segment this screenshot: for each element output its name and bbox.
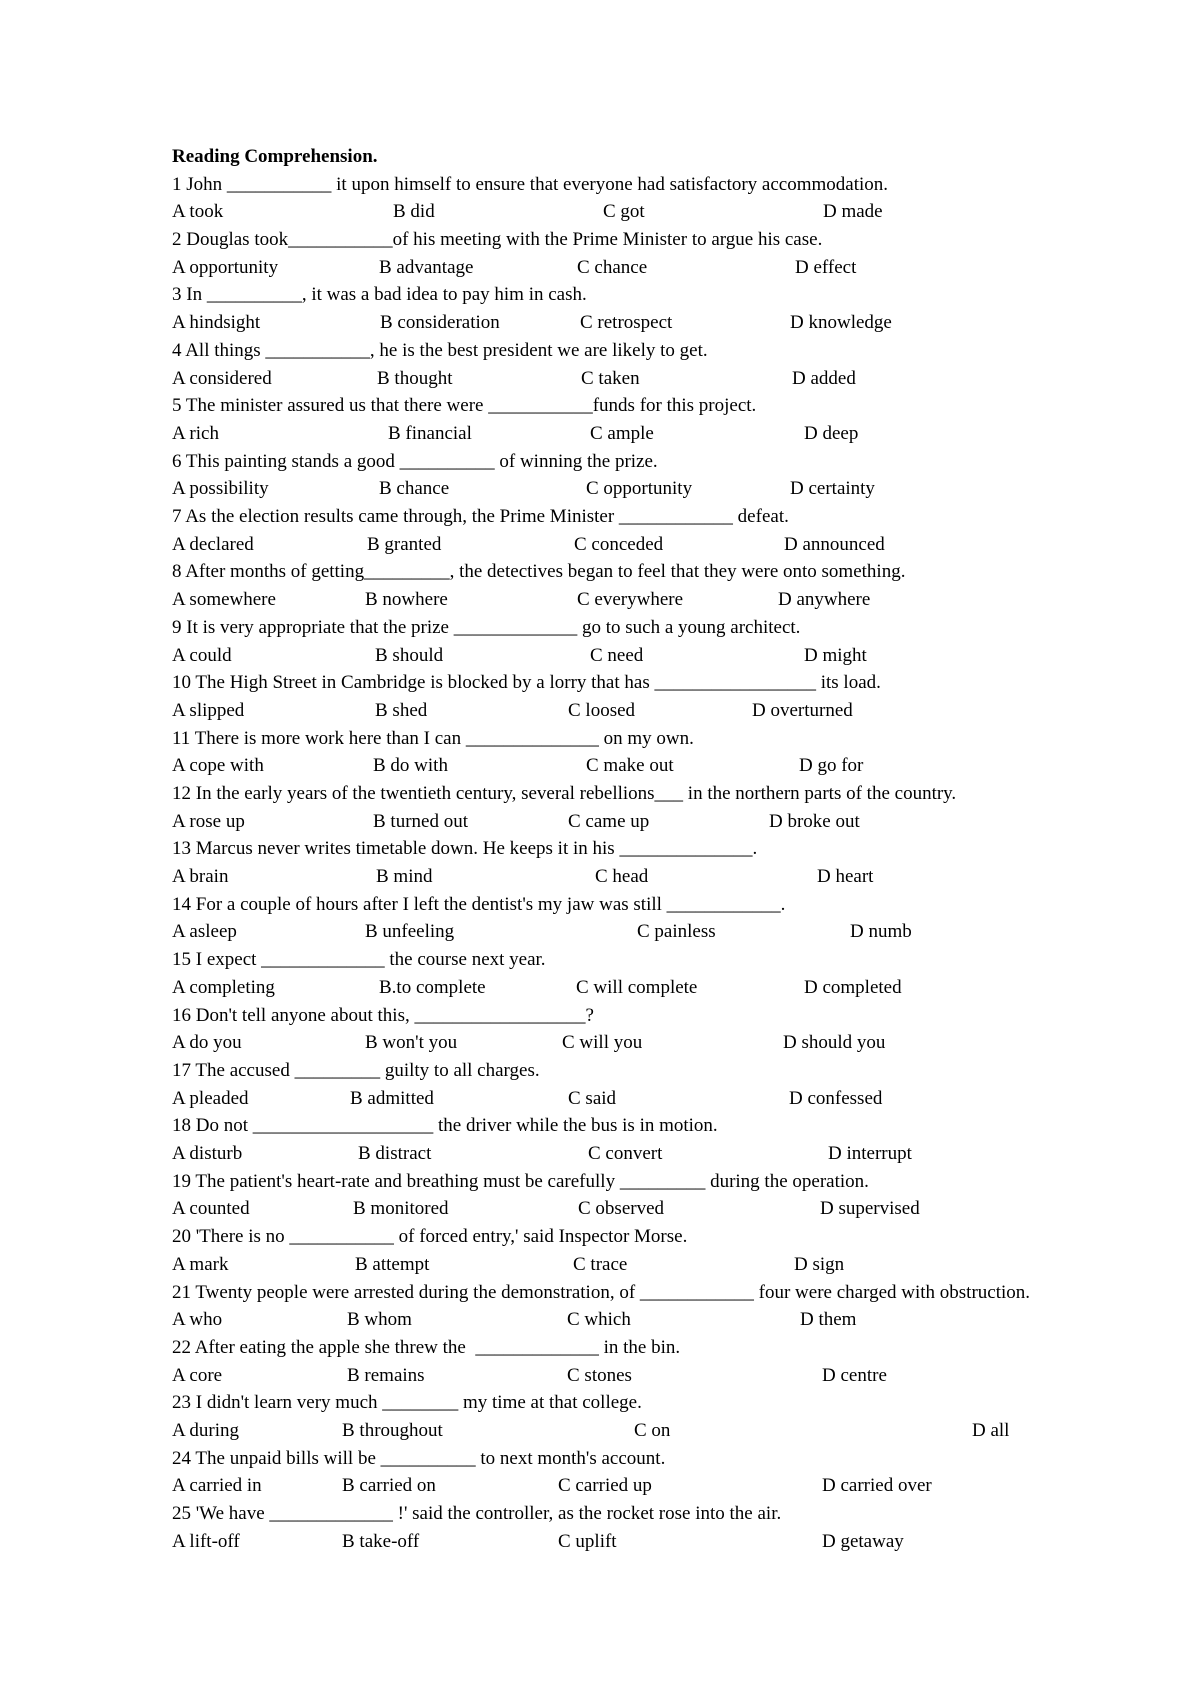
option-b: B chance (379, 478, 450, 500)
option-c: C stones (567, 1364, 632, 1386)
option-b: B won't you (365, 1032, 458, 1054)
option-a: A considered (172, 367, 272, 389)
option-c: C uplift (558, 1530, 617, 1552)
answer-options (172, 254, 1132, 282)
option-a: A counted (172, 1198, 250, 1220)
option-b: B attempt (355, 1253, 430, 1275)
option-d: D effect (795, 256, 857, 278)
option-d: D certainty (790, 478, 875, 500)
option-c: C need (590, 644, 644, 666)
option-d: D made (823, 201, 883, 223)
option-a: A carried in (172, 1475, 262, 1497)
option-d: D confessed (789, 1087, 883, 1109)
option-c: C retrospect (580, 312, 673, 334)
question-text: 2 Douglas took___________of his meeting with the Prime Minister to argue his case. (172, 229, 823, 251)
option-c: C chance (577, 256, 648, 278)
option-b: B shed (375, 699, 428, 721)
option-d: D interrupt (828, 1143, 912, 1165)
option-c: C said (568, 1087, 617, 1109)
answer-options (172, 752, 1132, 780)
option-d: D sign (794, 1253, 845, 1275)
page-title: Reading Comprehension. (172, 146, 378, 167)
answer-options (172, 1029, 1132, 1057)
question-text: 14 For a couple of hours after I left the dentist's my jaw was still ____________. (172, 893, 786, 915)
answer-options (172, 697, 1132, 725)
answer-options (172, 1417, 1132, 1445)
answer-options (172, 918, 1132, 946)
option-a: A do you (172, 1032, 242, 1054)
answer-options (172, 475, 1132, 503)
answer-options (172, 808, 1132, 836)
option-d: D overturned (752, 699, 853, 721)
option-d: D numb (850, 921, 912, 943)
question-text: 4 All things ___________, he is the best president we are likely to get. (172, 339, 708, 361)
answer-options (172, 1195, 1132, 1223)
question-text: 3 In __________, it was a bad idea to pay him in cash. (172, 284, 587, 306)
option-b: B should (375, 644, 444, 666)
option-b: B do with (373, 755, 448, 777)
option-d: D heart (817, 866, 874, 888)
option-b: B consideration (380, 312, 500, 334)
answer-options (172, 863, 1132, 891)
option-b: B distract (358, 1143, 432, 1165)
option-d: D them (800, 1309, 857, 1331)
option-a: A pleaded (172, 1087, 249, 1109)
option-a: A could (172, 644, 232, 666)
option-a: A took (172, 201, 224, 223)
answer-options (172, 1251, 1132, 1279)
option-a: A completing (172, 976, 275, 998)
option-c: C convert (588, 1143, 663, 1165)
option-d: D all (972, 1419, 1010, 1441)
exercise-body (172, 143, 1132, 1555)
question-text: 11 There is more work here than I can ______________ on my own. (172, 727, 694, 749)
option-a: A rich (172, 422, 219, 444)
option-d: D carried over (822, 1475, 932, 1497)
option-d: D knowledge (790, 312, 892, 334)
option-a: A asleep (172, 921, 237, 943)
option-b: B monitored (353, 1198, 449, 1220)
question-text: 20 'There is no ___________ of forced entry,' said Inspector Morse. (172, 1226, 688, 1248)
question-text: 25 'We have _____________ !' said the controller, as the rocket rose into the air. (172, 1503, 782, 1525)
option-c: C observed (578, 1198, 665, 1220)
option-d: D might (804, 644, 867, 666)
question-text: 9 It is very appropriate that the prize _____________ go to such a young architect. (172, 616, 801, 638)
answer-options (172, 420, 1132, 448)
question-text: 19 The patient's heart-rate and breathing must be carefully _________ during the operation. (172, 1170, 869, 1192)
answer-options (172, 586, 1132, 614)
option-a: A rose up (172, 810, 245, 832)
option-a: A lift-off (172, 1530, 240, 1552)
question-text: 1 John ___________ it upon himself to ensure that everyone had satisfactory accommodation. (172, 173, 889, 195)
option-d: D anywhere (778, 589, 871, 611)
option-d: D added (792, 367, 856, 389)
option-c: C trace (573, 1253, 628, 1275)
option-b: B advantage (379, 256, 474, 278)
answer-options (172, 974, 1132, 1002)
question-text: 17 The accused _________ guilty to all charges. (172, 1059, 540, 1081)
option-c: C loosed (568, 699, 636, 721)
question-text: 13 Marcus never writes timetable down. He keeps it in his ______________. (172, 838, 758, 860)
option-c: C which (567, 1309, 631, 1331)
option-b: B nowhere (365, 589, 448, 611)
question-text: 15 I expect _____________ the course next year. (172, 949, 546, 971)
answer-options (172, 365, 1132, 393)
answer-options (172, 198, 1132, 226)
option-b: B throughout (342, 1419, 443, 1441)
option-d: D centre (822, 1364, 887, 1386)
answer-options (172, 1306, 1132, 1334)
option-c: C make out (586, 755, 674, 777)
option-b: B whom (347, 1309, 412, 1331)
option-b: B did (393, 201, 435, 223)
question-text: 8 After months of getting_________, the detectives began to feel that they were onto something. (172, 561, 906, 583)
option-b: B turned out (373, 810, 468, 832)
option-b: B thought (377, 367, 453, 389)
option-a: A slipped (172, 699, 245, 721)
option-a: A brain (172, 866, 229, 888)
option-b: B granted (367, 533, 442, 555)
answer-options (172, 1472, 1132, 1500)
question-text: 23 I didn't learn very much ________ my time at that college. (172, 1392, 642, 1414)
option-d: D deep (804, 422, 859, 444)
question-text: 7 As the election results came through, the Prime Minister ____________ defeat. (172, 506, 789, 528)
option-b: B admitted (350, 1087, 434, 1109)
question-text: 12 In the early years of the twentieth century, several rebellions___ in the northern parts of the country. (172, 782, 957, 804)
option-a: A disturb (172, 1143, 243, 1165)
option-a: A declared (172, 533, 254, 555)
option-b: B carried on (342, 1475, 436, 1497)
option-c: C head (595, 866, 649, 888)
answer-options (172, 1362, 1132, 1390)
question-text: 21 Twenty people were arrested during the demonstration, of ____________ four were charged with obstruction. (172, 1281, 1031, 1303)
option-c: C will complete (576, 976, 698, 998)
answer-options (172, 642, 1132, 670)
option-c: C conceded (574, 533, 664, 555)
question-text: 18 Do not ___________________ the driver while the bus is in motion. (172, 1115, 718, 1137)
question-text: 22 After eating the apple she threw the _____________ in the bin. (172, 1336, 681, 1358)
option-c: C taken (581, 367, 640, 389)
option-d: D broke out (769, 810, 860, 832)
option-c: C came up (568, 810, 650, 832)
question-text: 5 The minister assured us that there were ___________funds for this project. (172, 395, 757, 417)
answer-options (172, 309, 1132, 337)
question-text: 10 The High Street in Cambridge is blocked by a lorry that has _________________ its load. (172, 672, 881, 694)
option-d: D go for (799, 755, 864, 777)
answer-options (172, 1528, 1132, 1556)
option-c: C carried up (558, 1475, 652, 1497)
question-text: 24 The unpaid bills will be __________ to next month's account. (172, 1447, 666, 1469)
option-b: B mind (376, 866, 433, 888)
question-text: 16 Don't tell anyone about this, __________________? (172, 1004, 594, 1026)
option-c: C will you (562, 1032, 643, 1054)
option-d: D supervised (820, 1198, 920, 1220)
question-text: 6 This painting stands a good __________ of winning the prize. (172, 450, 658, 472)
option-a: A who (172, 1309, 223, 1331)
option-a: A opportunity (172, 256, 279, 278)
option-a: A during (172, 1419, 240, 1441)
option-d: D announced (784, 533, 885, 555)
option-d: D getaway (822, 1530, 904, 1552)
option-b: B take-off (342, 1530, 420, 1552)
option-c: C on (634, 1419, 671, 1441)
option-c: C got (603, 201, 645, 223)
option-d: D completed (804, 976, 902, 998)
option-a: A somewhere (172, 589, 276, 611)
answer-options (172, 1085, 1132, 1113)
option-b: B.to complete (379, 976, 486, 998)
option-b: B unfeeling (365, 921, 455, 943)
option-d: D should you (783, 1032, 886, 1054)
option-b: B financial (388, 422, 472, 444)
option-a: A core (172, 1364, 223, 1386)
option-c: C everywhere (577, 589, 684, 611)
option-a: A hindsight (172, 312, 261, 334)
option-a: A cope with (172, 755, 264, 777)
option-a: A possibility (172, 478, 269, 500)
option-b: B remains (347, 1364, 425, 1386)
answer-options (172, 1140, 1132, 1168)
option-c: C painless (637, 921, 716, 943)
option-a: A mark (172, 1253, 229, 1275)
answer-options (172, 531, 1132, 559)
option-c: C ample (590, 422, 654, 444)
option-c: C opportunity (586, 478, 693, 500)
